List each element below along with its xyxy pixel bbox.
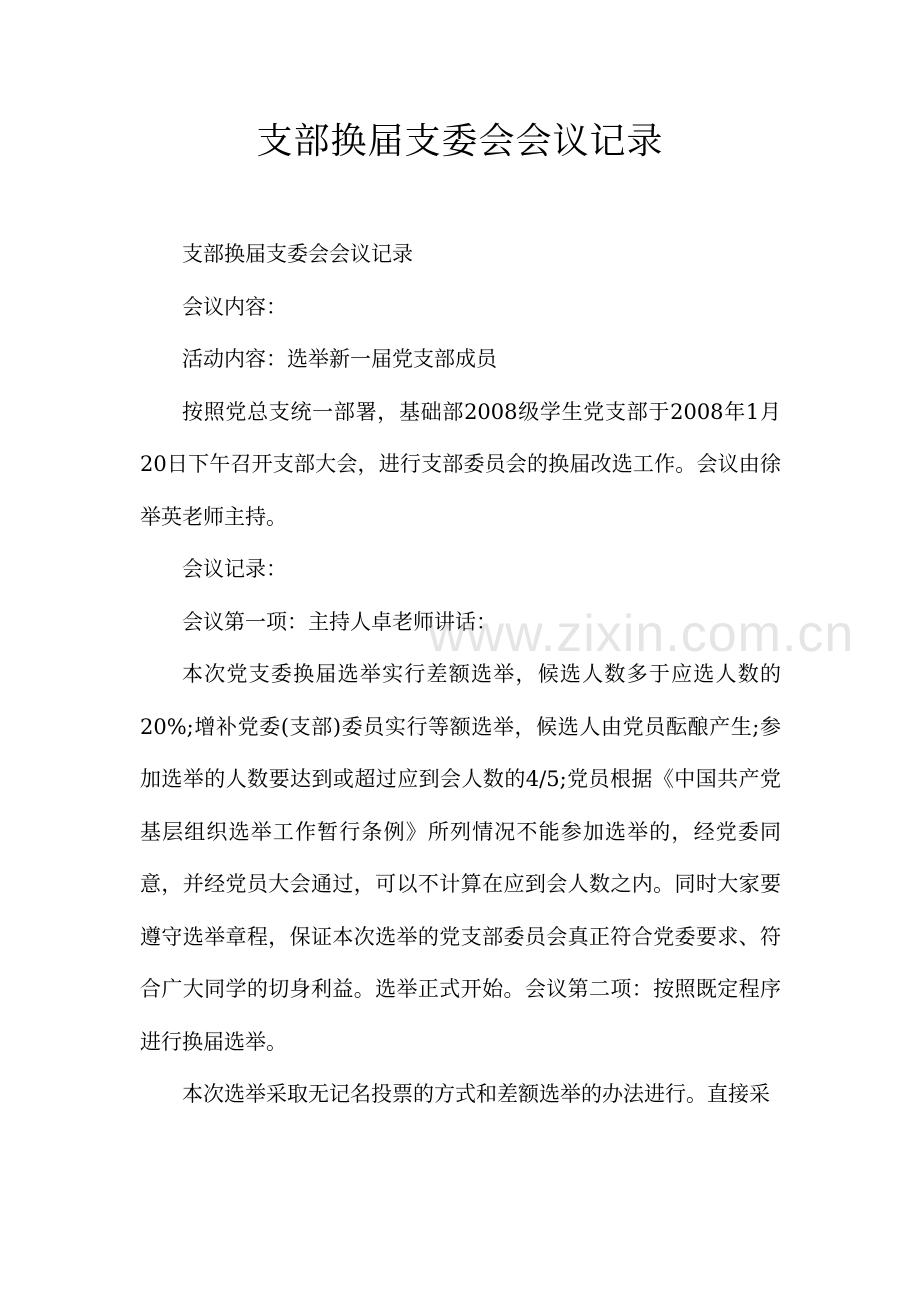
- page-title: 支部换届支委会会议记录: [256, 121, 664, 162]
- paragraph: 会议第一项：主持人卓老师讲话：: [182, 609, 497, 634]
- paragraph: 会议记录：: [182, 557, 287, 581]
- paragraph: 按照党总支统一部署，基础部2008级学生党支部于2008年1月20日下午召开支部大会，进行支部委员会的换届改选工作。会议由徐举英老师主持。: [140, 399, 781, 529]
- paragraph: 本次选举采取无记名投票的方式和差额选举的办法进行。直接采: [182, 1082, 770, 1106]
- paragraph: 会议内容：: [182, 294, 287, 319]
- paragraph: 支部换届支委会会议记录: [182, 242, 413, 266]
- document-body: [140, 228, 781, 1121]
- watermark: www.zixin.com.cn: [428, 605, 855, 663]
- paragraph: 活动内容：选举新一届党支部成员: [182, 347, 497, 371]
- paragraph: 本次党支委换届选举实行差额选举，候选人数多于应选人数的20%;增补党委(支部)委员实行等额选举，候选人由党员酝酿产生;参加选举的人数要达到或超过应到会人数的4/5;党员根据《中国共产党基层组织选举工作暂行条例》所列情况不能参加选举的，经党委同意，并经党员大会通过，可以不计算在应到会人数之内。同时大家要遵守选举章程，保证本次选举的党支部委员会真正符合党委要求、符合广大同学的切身利益。选举正式开始。会议第二项：按照既定程序进行换届选举。: [140, 662, 781, 1054]
